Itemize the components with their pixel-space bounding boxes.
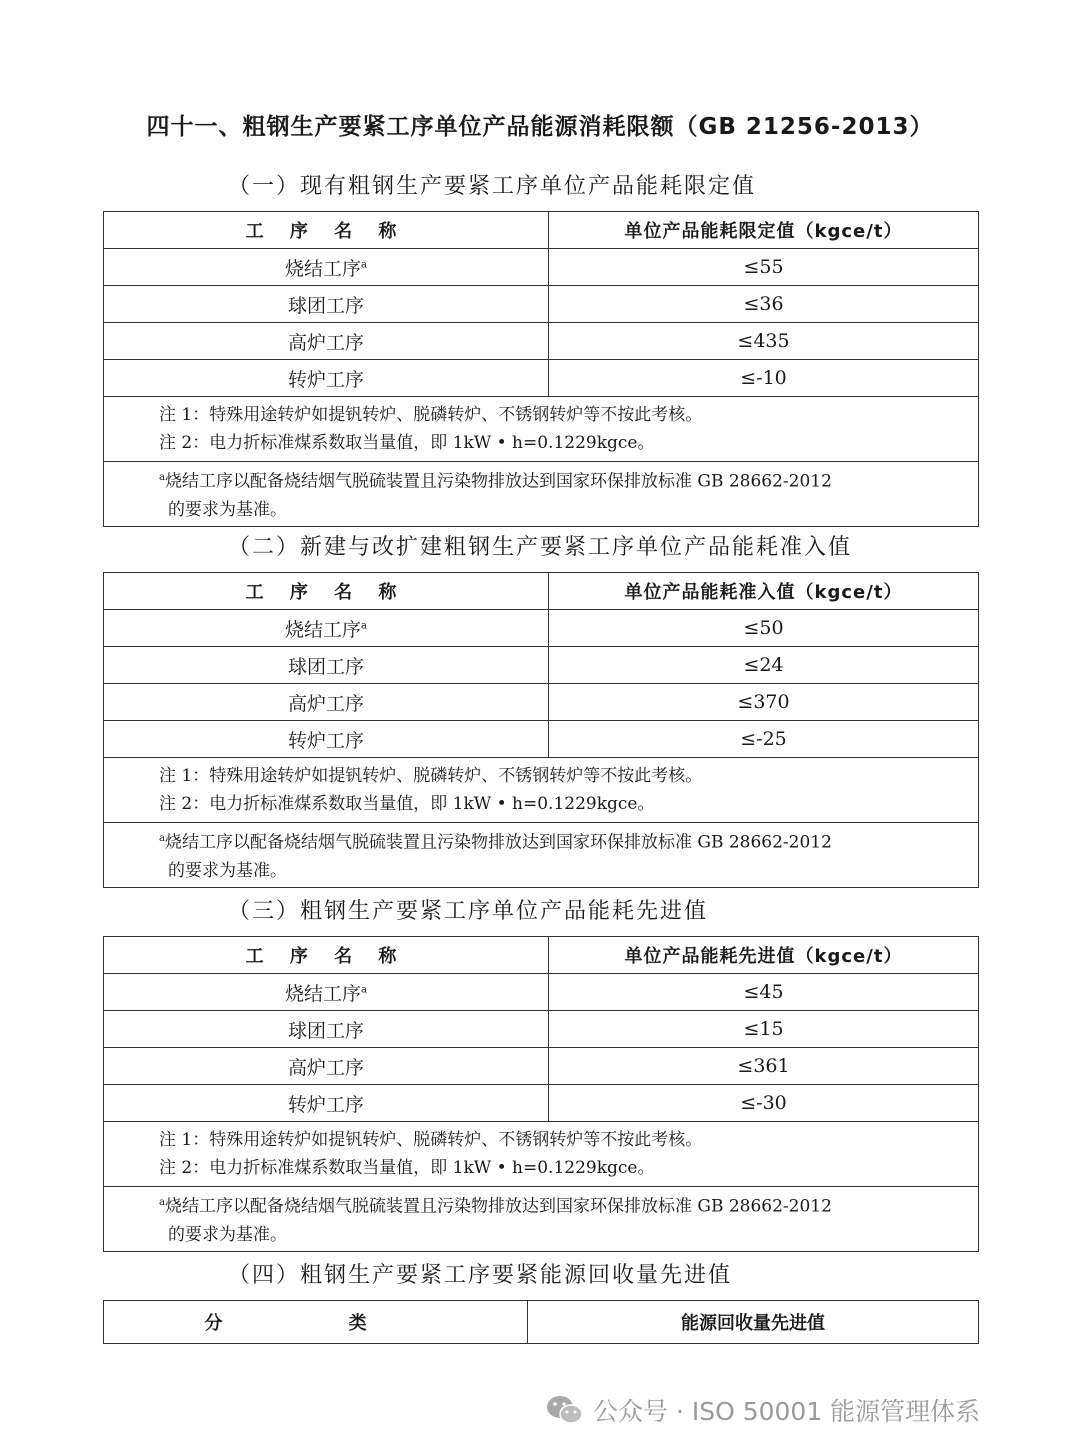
table-entry-values [103,572,979,888]
table-row [104,721,979,758]
watermark [545,1390,980,1430]
process-name: 球团工序 [104,647,549,684]
col-header-process: 工 序 名 称 [104,573,549,610]
table-row [104,1048,979,1085]
note-2: 注 2：电力折标准煤系数取当量值，即 1kW • h=0.1229kgce。 [159,794,655,814]
note-2: 注 2：电力折标准煤系数取当量值，即 1kW • h=0.1229kgce。 [159,433,655,453]
table-notes [104,397,979,462]
process-name: 转炉工序 [104,1085,549,1122]
table-notes [104,1122,979,1187]
process-name: 高炉工序 [104,1048,549,1085]
table-row [104,360,979,397]
footnote-mark: a [159,472,165,483]
table-footnote: $^a$烧结工序以配备烧结烟气脱硫装置且污染物排放达到国家环保排放标准 GB 28662-2012 的要求为基准。 [104,462,979,527]
section-3-heading: （三）粗钢生产要紧工序单位产品能耗先进值 [228,899,709,924]
table-advanced-values [103,936,979,1252]
table-row [104,323,979,360]
col-header-value: 单位产品能耗限定值（kgce/t） [549,212,979,249]
process-value: ≤-25 [549,721,979,758]
note-1: 注 1：特殊用途转炉如提钒转炉、脱磷转炉、不锈钢转炉等不按此考核。 [159,766,703,786]
process-value: ≤370 [549,684,979,721]
table-row [104,249,979,286]
col-header-category: 分 类 [104,1301,528,1344]
wechat-icon [545,1393,585,1427]
note-1: 注 1：特殊用途转炉如提钒转炉、脱磷转炉、不锈钢转炉等不按此考核。 [159,1130,703,1150]
section-2-heading: （二）新建与改扩建粗钢生产要紧工序单位产品能耗准入值 [228,535,853,560]
process-name: 烧结工序$^a$ [104,974,549,1011]
process-name: 球团工序 [104,1011,549,1048]
process-name: 高炉工序 [104,323,549,360]
col-header-process: 工 序 名 称 [104,937,549,974]
table-row [104,974,979,1011]
process-value: ≤-30 [549,1085,979,1122]
col-header-process: 工 序 名 称 [104,212,549,249]
table-notes [104,758,979,823]
table-recovery-values [103,1300,979,1344]
col-header-value: 单位产品能耗准入值（kgce/t） [549,573,979,610]
process-value: ≤55 [549,249,979,286]
table-row [104,286,979,323]
page-title: 四十一、粗钢生产要紧工序单位产品能源消耗限额（GB 21256-2013） [146,114,934,140]
table-limit-values [103,211,979,527]
table-row [104,610,979,647]
process-value: ≤50 [549,610,979,647]
process-name: 转炉工序 [104,360,549,397]
note-2: 注 2：电力折标准煤系数取当量值，即 1kW • h=0.1229kgce。 [159,1158,655,1178]
process-value: ≤-10 [549,360,979,397]
process-name: 高炉工序 [104,684,549,721]
process-name: 烧结工序$^a$ [104,610,549,647]
watermark-text: 公众号 · ISO 50001 能源管理体系 [593,1397,981,1426]
table-row [104,1011,979,1048]
process-name: 转炉工序 [104,721,549,758]
section-1-heading: （一）现有粗钢生产要紧工序单位产品能耗限定值 [228,174,757,199]
footnote-mark: a [159,1197,165,1208]
table-row [104,684,979,721]
table-footnote: $^a$烧结工序以配备烧结烟气脱硫装置且污染物排放达到国家环保排放标准 GB 28662-2012 的要求为基准。 [104,1187,979,1252]
process-name: 球团工序 [104,286,549,323]
process-value: ≤45 [549,974,979,1011]
process-name: 烧结工序$^a$ [104,249,549,286]
process-value: ≤15 [549,1011,979,1048]
col-header-value: 单位产品能耗先进值（kgce/t） [549,937,979,974]
section-4-heading: （四）粗钢生产要紧工序要紧能源回收量先进值 [228,1263,733,1288]
process-value: ≤435 [549,323,979,360]
process-value: ≤24 [549,647,979,684]
table-row [104,1085,979,1122]
process-value: ≤361 [549,1048,979,1085]
table-row [104,647,979,684]
table-footnote: $^a$烧结工序以配备烧结烟气脱硫装置且污染物排放达到国家环保排放标准 GB 28662-2012 的要求为基准。 [104,823,979,888]
footnote-mark: a [159,833,165,844]
note-1: 注 1：特殊用途转炉如提钒转炉、脱磷转炉、不锈钢转炉等不按此考核。 [159,405,703,425]
process-value: ≤36 [549,286,979,323]
col-header-recovery: 能源回收量先进值 [528,1301,979,1344]
